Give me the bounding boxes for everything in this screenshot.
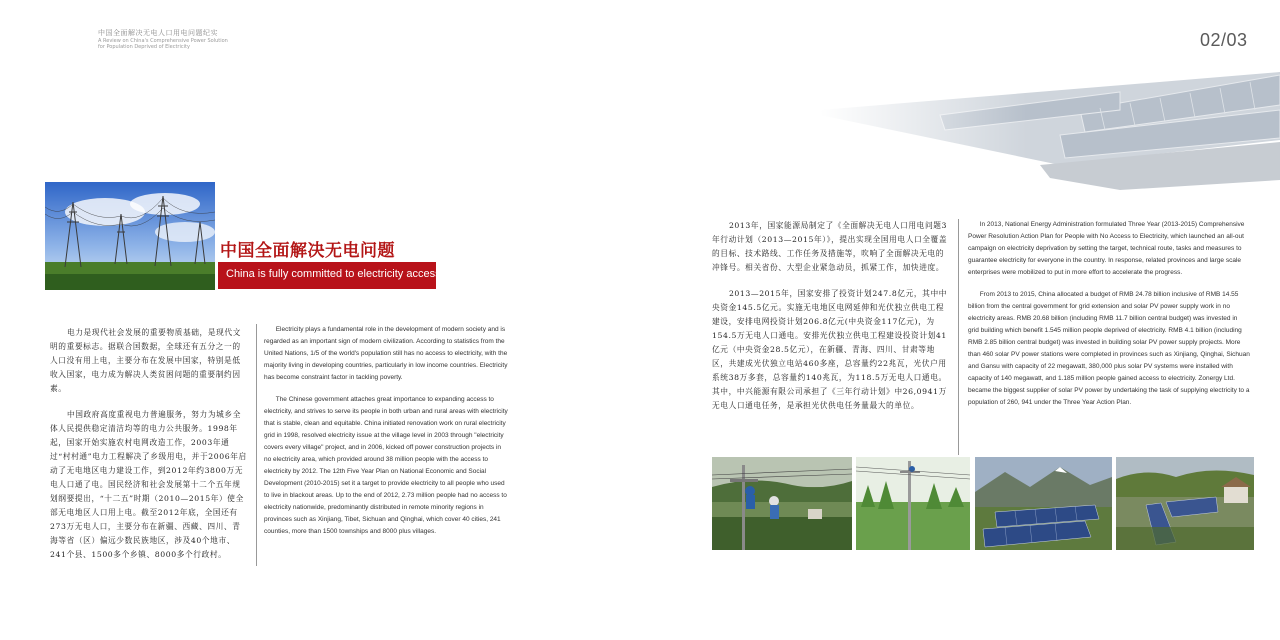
paragraph: Electricity plays a fundamental role in the development of modern society and is regarded as an important sign of modern civilization. According to statistics from the United Nations, 1/5 of the world's population still has no access to electricity, with the majority living in developing countries, particularly in low income countries. Electricity has become constraint factor in tackling poverty.	[264, 326, 508, 381]
publication-header	[98, 28, 318, 50]
header-subtitle-line2: for Population Deprived of Electricity	[98, 44, 190, 50]
header-subtitle-line1: A Review on China's Comprehensive Power Solution	[98, 38, 228, 44]
plan-english-column	[968, 219, 1250, 419]
paragraph: 电力是现代社会发展的重要物质基础，是现代文明的重要标志。据联合国数据，全球还有五分之一的人口没有用上电，主要分布在发展中国家，特别是低收入国家，电力成为解决人类贫困问题的重要制约因素。	[50, 328, 241, 393]
page-number: 02/03	[1200, 30, 1248, 50]
power-pole-forest-photo	[856, 457, 970, 550]
paragraph: 2013年，国家能源局制定了《全面解决无电人口用电问题3年行动计划（2013—2015年）》，提出实现全国用电人口全覆盖的目标、技术路线、工作任务及措施等，吹响了全面解决无电的冲锋号。相关省份、大型企业紧急动员，抓紧工作，加快进度。	[712, 221, 948, 272]
village-solar-panels-photo	[1116, 457, 1254, 550]
line-workers-photo	[712, 457, 852, 550]
paragraph: 中国政府高度重视电力普遍服务，努力为城乡全体人民提供稳定清洁均等的电力公共服务。1998年起，国家开始实施农村电网改造工作，2003年通过“村村通”电力工程解决了乡级用电，并于2006年启动了无电地区电力建设工作，到2012年约3800万无电人口通了电。国民经济和社会发展第十二个五年规划纲要提出，“十二五”时期（2010—2015年）使全部无电地区人口用上电。截至2012年底，全国还有273万无电人口，主要分布在新疆、西藏、四川、青海等省（区）偏远少数民族地区，涉及40个地市、241个县、1500多个乡镇、8000多个行政村。	[50, 410, 247, 559]
paragraph: From 2013 to 2015, China allocated a budget of RMB 24.78 billion inclusive of RMB 14.55 billion from the central government for grid extension and solar PV power supply work in no electricity areas. RMB 20.68 billion (including RMB 11.7 billion central budget) was invested in grid building which benefit 1.545 million people deprived of electricity. RMB 4.1 billion (including RMB 2.85 billion central budget) was invested in building solar PV power supply projects. More than 460 solar PV power stations were completed in provinces such as Xinjiang, Qinghai, Sichuan and Gansu with capacity of 22 megawatt, 380,000 plus solar PV systems were installed with capacity of 140 megawatt, and 1.185 million people gained access to electricity. Zonergy Ltd. became the biggest supplier of solar PV power by undertaking the task of supplying electricity to a population of 260, 941 under the Three Year Action Plan.	[968, 291, 1250, 406]
power-lines-sky-image	[45, 182, 215, 290]
mountain-solar-station-photo	[975, 457, 1112, 550]
section-title-english: China is fully committed to electricity access	[226, 268, 441, 280]
intro-chinese-column	[50, 326, 248, 574]
section-title-chinese: 中国全面解决无电问题	[220, 241, 395, 261]
column-divider	[958, 219, 959, 455]
paragraph: The Chinese government attaches great importance to expanding access to electricity, and strives to serve its people in both urban and rural areas with electricity that is stable, clean and equitable. China initiated renovation work on rural electricity grid in 1998, resolved electricity issue at the village level in 2003 through "electricity covers every village" project, and in 2006, kicked off power construction projects in no electricity area, which provided around 38 million people with the access to electricity by 2012. The 12th Five Year Plan on National Economic and Social Development (2010-2015) set it a target to provide electricity to all people who used to live in blackout areas. Up to the end of 2012, 2.73 million people had no access to electricity nationwide, predominantly distributed in remote minority regions in provinces such as Xinjiang, Tibet, Sichuan and Qinghai, which cover 40 cities, 241 counties, more than 1500 townships and 8000 plus villages.	[264, 396, 508, 535]
column-divider	[256, 324, 257, 566]
plan-chinese-column	[712, 219, 949, 425]
header-title: 中国全面解决无电人口用电问题纪实	[98, 29, 218, 37]
paragraph: In 2013, National Energy Administration formulated Three Year (2013-2015) Comprehensive Power Resolution Action Plan for People with No Access to Electricity, which launched an all-out campaign on electricity deprivation by setting the target, technical route, tasks and measures to guarantee electricity for everyone in the country. In response, related provinces and large scale enterprises were mobilized to put in more effort to accelerate the progress.	[968, 221, 1245, 276]
intro-english-column	[264, 324, 508, 548]
solar-panels-banner-image	[820, 70, 1280, 190]
paragraph: 2013—2015年，国家安排了投资计划247.8亿元，其中中央资金145.5亿元。实施无电地区电网延伸和光伏独立供电工程建设，安排电网投资计划206.8亿元(中央资金117亿元)，为154.5万无电人口通电。安排光伏独立供电工程建设投资计划41亿元（中央资金28.5亿元），在新疆、青海、四川、甘肃等地区，共建成光伏独立电站460多座，总容量约22兆瓦，光伏户用系统38万多套，总容量约140兆瓦，为118.5万无电人口通电。其中，中兴能源有限公司承担了《三年行动计划》中26,0941万无电人口通电任务，是承担光伏供电任务量最大的单位。	[712, 289, 948, 410]
